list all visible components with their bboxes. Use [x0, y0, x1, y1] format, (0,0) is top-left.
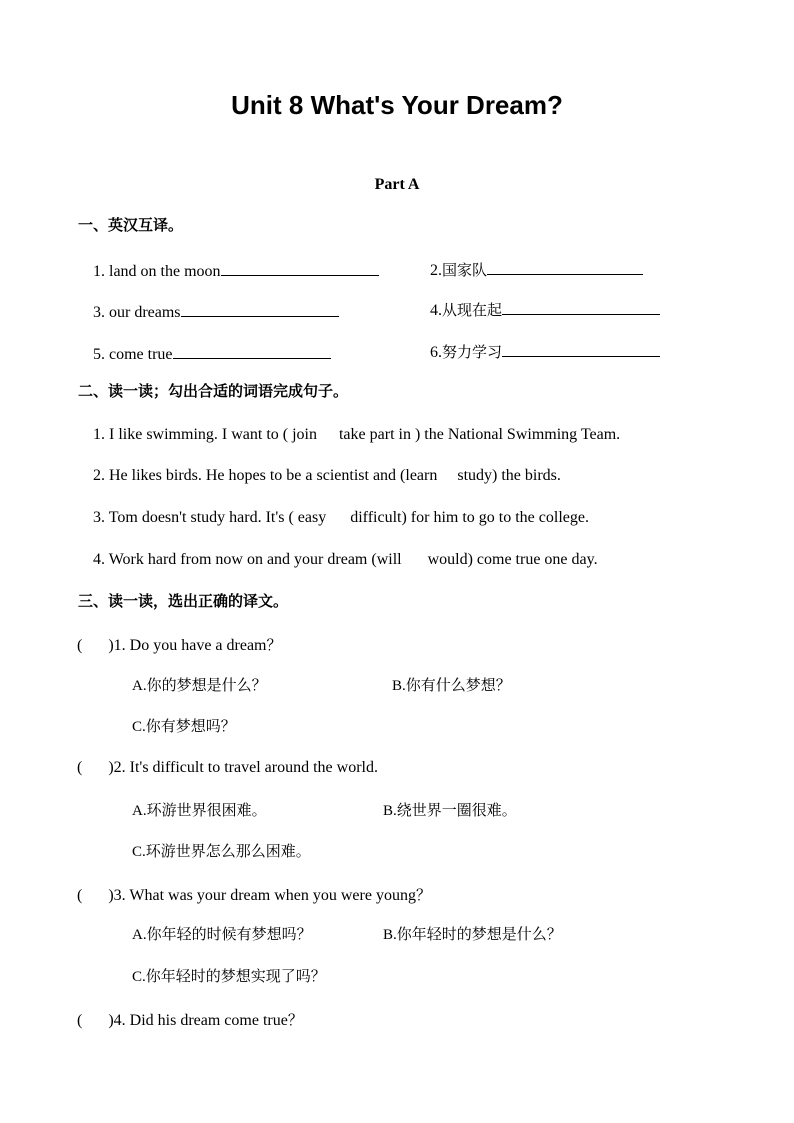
item-text: 国家队: [442, 261, 488, 279]
choice-sentence-3: [93, 509, 589, 527]
option-letter: C.: [132, 844, 146, 860]
question-mark: ？: [415, 886, 431, 904]
answer-paren[interactable]: (: [77, 887, 83, 904]
choice-sentence-1: [93, 426, 620, 444]
item-number: 3.: [93, 304, 105, 321]
answer-blank[interactable]: [487, 260, 643, 275]
q3-option-c[interactable]: [132, 965, 326, 986]
answer-blank[interactable]: [173, 344, 331, 359]
item-number: 1.: [93, 426, 105, 443]
item-text: come true: [109, 346, 173, 363]
sentence-part-1[interactable]: I like swimming. I want to ( join: [109, 426, 317, 443]
sentence-part-1[interactable]: Work hard from now on and your dream (will: [108, 551, 402, 568]
option-letter: A.: [132, 927, 147, 943]
item-number: 2.: [93, 467, 105, 484]
question-3: [77, 884, 431, 905]
translate-item-3: [93, 302, 339, 322]
option-letter: A.: [132, 678, 147, 694]
option-text: 你年轻时的梦想是什么？: [396, 925, 562, 943]
answer-blank[interactable]: [502, 300, 660, 315]
q3-option-b[interactable]: [383, 923, 562, 944]
option-text: 你年轻时的梦想实现了吗？: [145, 967, 326, 985]
question-text: )4. Did his dream come true: [108, 1012, 288, 1029]
question-text: )2. It's difficult to travel around the world.: [108, 759, 378, 776]
q2-option-b[interactable]: [383, 799, 517, 820]
option-letter: A.: [132, 803, 147, 819]
question-text: )1. Do you have a dream: [108, 637, 267, 654]
item-number: 2.: [430, 262, 442, 279]
q2-option-c[interactable]: [132, 840, 311, 861]
translate-item-2: [430, 259, 643, 280]
sentence-part-2[interactable]: study) the birds.: [457, 467, 561, 484]
item-text: 从现在起: [442, 301, 503, 319]
option-text: 环游世界怎么那么困难。: [145, 842, 311, 860]
translate-item-6: [430, 341, 660, 362]
choice-sentence-4: [93, 551, 598, 569]
translate-item-4: [430, 299, 660, 320]
item-number: 3.: [93, 509, 105, 526]
answer-blank[interactable]: [181, 302, 339, 317]
question-mark: ？: [266, 636, 282, 654]
option-text: 你年轻的时候有梦想吗？: [146, 925, 312, 943]
sentence-part-2[interactable]: difficult) for him to go to the college.: [350, 509, 589, 526]
item-number: 5.: [93, 346, 105, 363]
item-text: 努力学习: [442, 343, 503, 361]
item-number: 6.: [430, 344, 442, 361]
question-mark: ？: [287, 1011, 303, 1029]
option-letter: C.: [132, 969, 146, 985]
question-1: [77, 634, 282, 655]
option-text: 绕世界一圈很难。: [396, 801, 517, 819]
option-letter: B.: [392, 678, 406, 694]
page-title: Unit 8 What's Your Dream?: [231, 90, 563, 120]
option-letter: C.: [132, 719, 146, 735]
q3-option-a[interactable]: [132, 923, 312, 944]
q1-option-b[interactable]: [392, 674, 511, 695]
option-letter: B.: [383, 803, 397, 819]
question-2: [77, 759, 378, 777]
answer-blank[interactable]: [502, 342, 660, 357]
sentence-part-2[interactable]: take part in ) the National Swimming Team.: [338, 426, 621, 443]
option-text: 环游世界很困难。: [146, 801, 267, 819]
answer-paren[interactable]: (: [77, 637, 83, 654]
item-number: 4.: [93, 551, 105, 568]
sentence-part-1[interactable]: Tom doesn't study hard. It's ( easy: [108, 509, 327, 526]
translate-item-1: [93, 261, 379, 281]
answer-paren[interactable]: (: [77, 1012, 83, 1029]
choice-sentence-2: [93, 467, 561, 485]
item-text: land on the moon: [109, 263, 221, 280]
q1-option-c[interactable]: [132, 715, 236, 736]
question-4: [77, 1009, 303, 1030]
section3-heading: 三、读一读，选出正确的译文。: [78, 592, 289, 610]
option-text: 你有什么梦想？: [405, 676, 511, 694]
item-number: 1.: [93, 263, 105, 280]
question-text: )3. What was your dream when you were young: [108, 887, 416, 904]
item-text: our dreams: [109, 304, 181, 321]
translate-item-5: [93, 344, 331, 364]
section2-heading: 二、读一读；勾出合适的词语完成句子。: [78, 382, 349, 400]
q2-option-a[interactable]: [132, 799, 267, 820]
option-text: 你的梦想是什么？: [146, 676, 267, 694]
sentence-part-2[interactable]: would) come true one day.: [427, 551, 598, 568]
section1-heading: 一、英汉互译。: [78, 216, 184, 234]
q1-option-a[interactable]: [132, 674, 267, 695]
sentence-part-1[interactable]: He likes birds. He hopes to be a scientist and (learn: [109, 467, 438, 484]
option-letter: B.: [383, 927, 397, 943]
answer-blank[interactable]: [221, 261, 379, 276]
option-text: 你有梦想吗？: [145, 717, 236, 735]
item-number: 4.: [430, 302, 442, 319]
answer-paren[interactable]: (: [77, 759, 83, 776]
part-heading: Part A: [374, 176, 420, 193]
